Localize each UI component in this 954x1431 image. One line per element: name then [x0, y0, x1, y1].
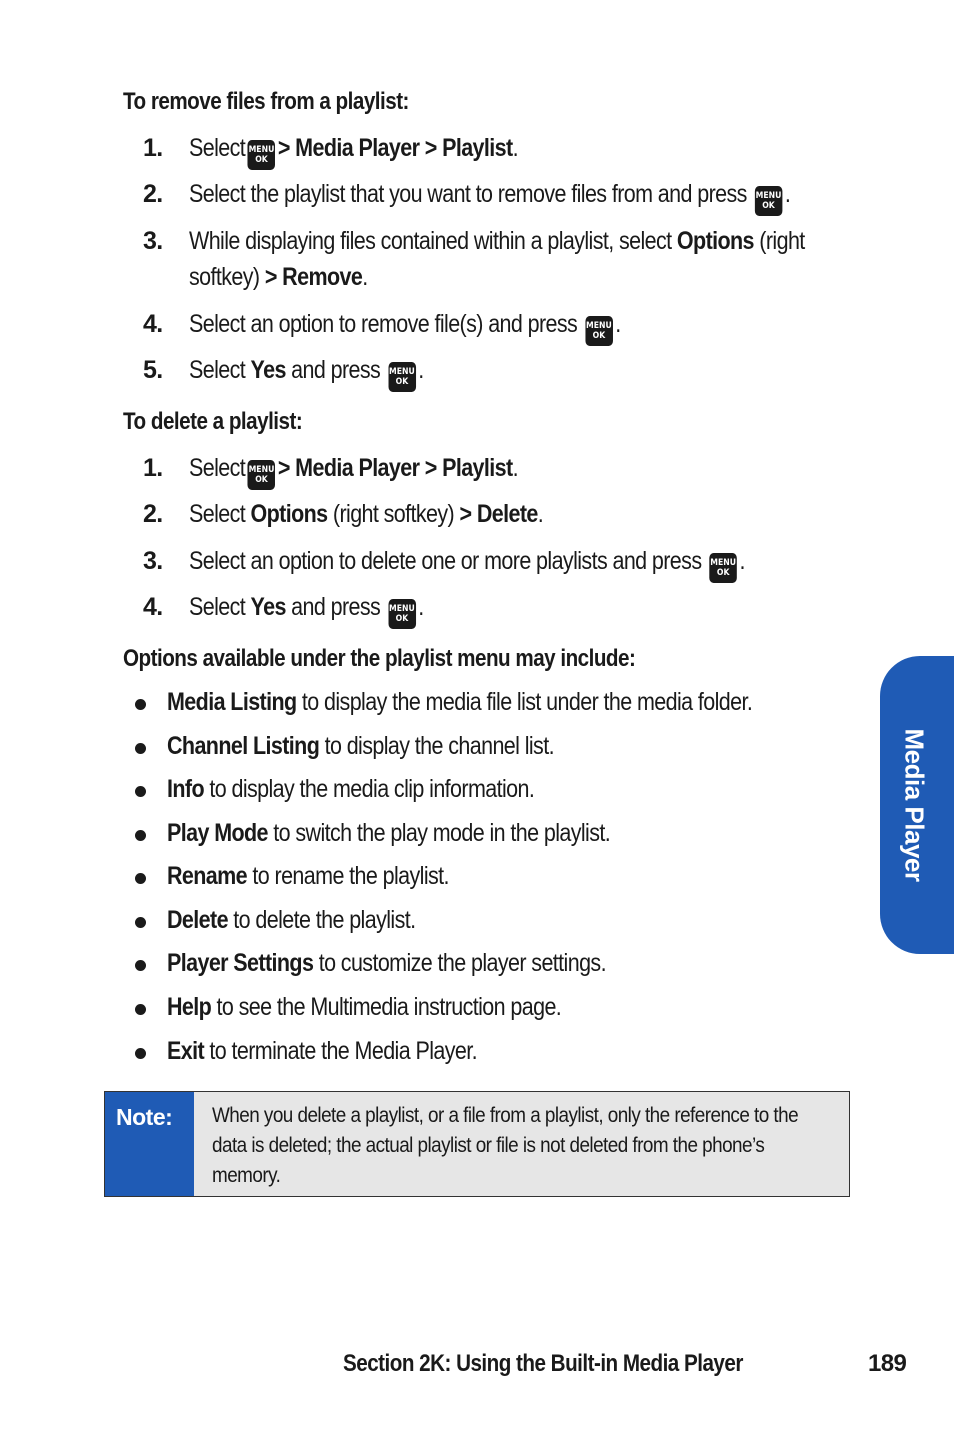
note-text: When you delete a playlist, or a file from a playlist, only the reference to the data is deleted; the actual playlist or file is not deleted from the phone’s memory. [212, 1104, 799, 1187]
remove-step-3-continued: softkey) > Remove. [189, 263, 368, 291]
footer-section-title: Section 2K: Using the Built-in Media Player [343, 1350, 743, 1377]
bullet-icon [135, 743, 146, 754]
menu-ok-key-icon: MENU OK [388, 599, 416, 629]
bullet-icon [135, 699, 146, 710]
step-number: 3. [143, 227, 163, 255]
bullet-icon [135, 917, 146, 928]
menu-ok-key-icon: MENU OK [248, 460, 276, 490]
step-number: 5. [143, 356, 163, 384]
step-number: 4. [143, 310, 163, 338]
step-number: 1. [143, 134, 163, 162]
bullet-icon [135, 830, 146, 841]
bullet-icon [135, 873, 146, 884]
step-number: 1. [143, 454, 163, 482]
menu-ok-key-icon: MENU OK [709, 553, 737, 583]
page-number: 189 [868, 1350, 907, 1377]
step-number: 4. [143, 593, 163, 621]
bullet-icon [135, 1048, 146, 1059]
menu-ok-key-icon: MENU OK [248, 140, 276, 170]
menu-ok-key-icon: MENU OK [585, 316, 613, 346]
note-box [104, 1091, 850, 1197]
step-number: 3. [143, 547, 163, 575]
bullet-icon [135, 786, 146, 797]
heading-remove-files: To remove files from a playlist: [123, 88, 409, 115]
heading-delete-playlist: To delete a playlist: [123, 408, 303, 435]
note-label: Note: [105, 1092, 194, 1196]
side-tab-label: Media Player [899, 728, 930, 882]
step-number: 2. [143, 500, 163, 528]
menu-ok-key-icon: MENU OK [755, 186, 783, 216]
menu-ok-key-icon: MENU OK [388, 362, 416, 392]
bullet-icon [135, 960, 146, 971]
heading-options: Options available under the playlist menu may include: [123, 645, 636, 672]
bullet-icon [135, 1004, 146, 1015]
step-number: 2. [143, 180, 163, 208]
